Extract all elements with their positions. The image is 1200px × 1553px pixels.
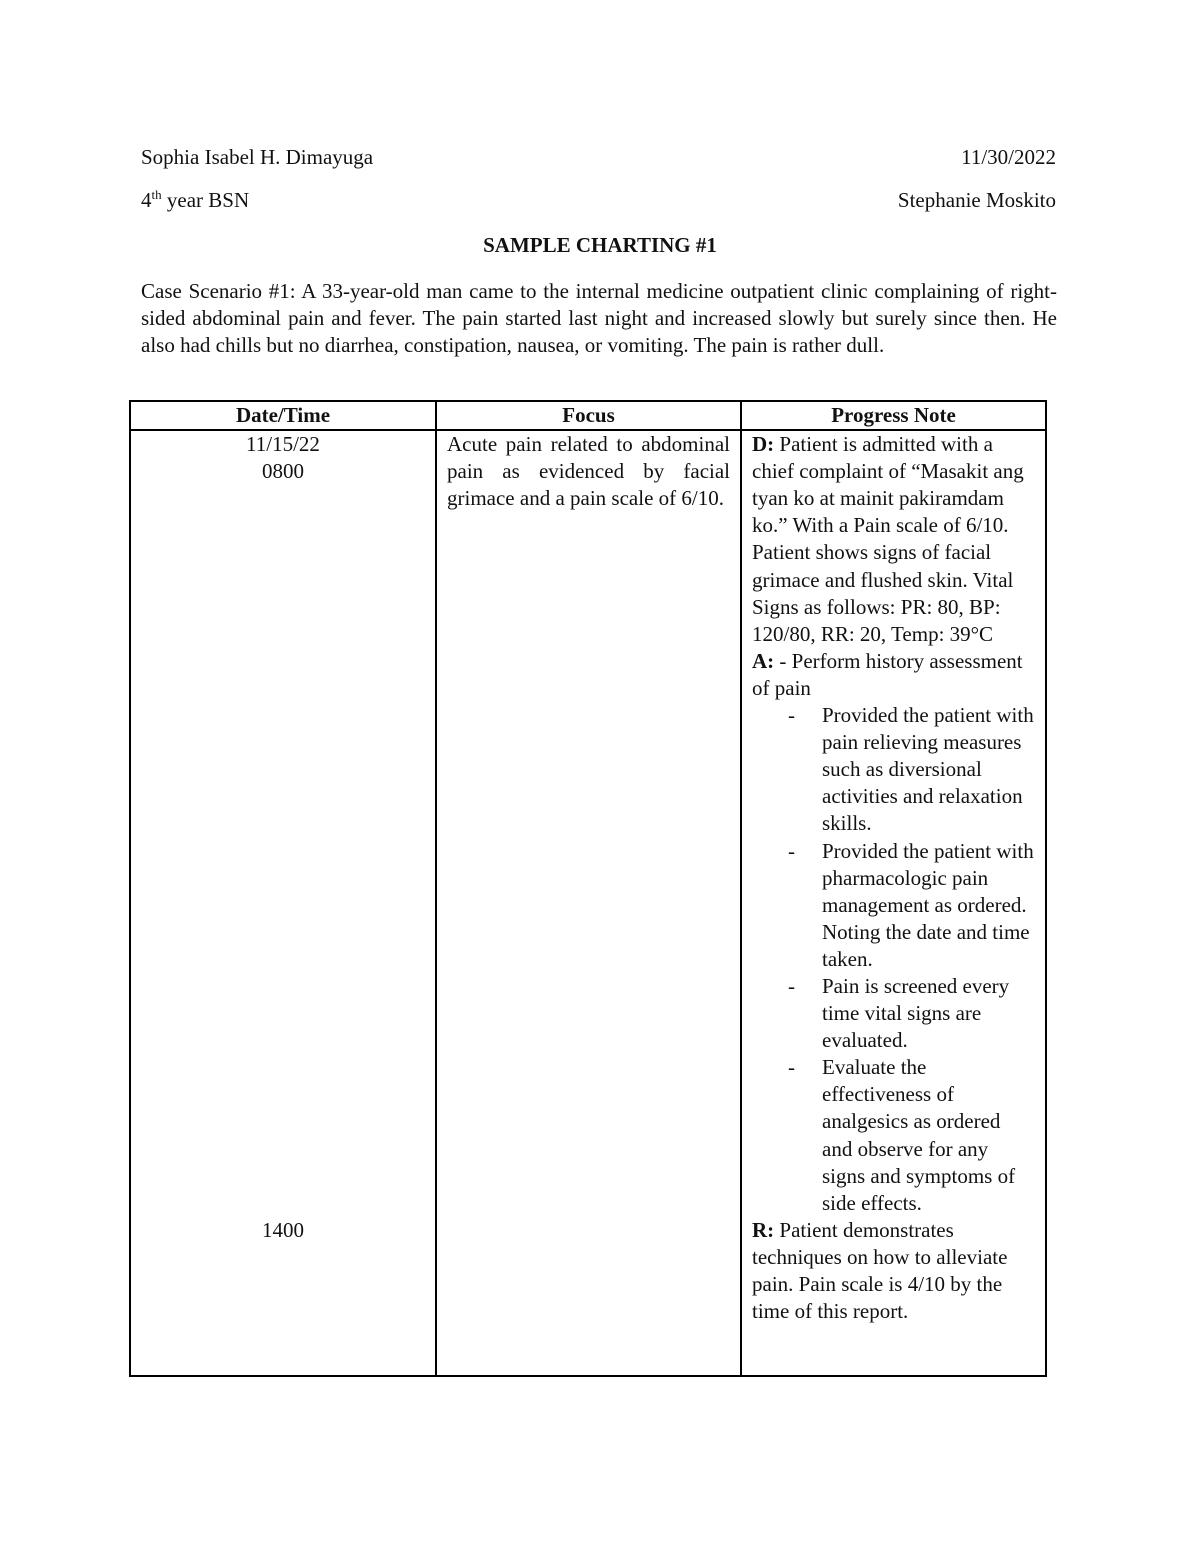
list-item: - Evaluate the effectiveness of analgesics as ordered and observe for any signs and symptoms of side effects. (752, 1054, 1035, 1217)
note-action (752, 648, 1035, 702)
charting-table (129, 400, 1047, 1377)
d-text: Patient is admitted with a chief complaint of “Masakit ang tyan ko at mainit pakiramdam ko.” With a Pain scale of 6/10. Patient shows signs of facial grimace and flushed skin. Vital Signs as follows: PR: 80, BP: 120/80, RR: 20, Temp: 39°C (752, 432, 1024, 646)
submission-date: 11/30/2022 (961, 145, 1056, 169)
date-time-cell (130, 430, 436, 1376)
entry-time-2: 1400 (262, 1218, 304, 1243)
table-row (130, 430, 1046, 1376)
program: year BSN (161, 188, 250, 212)
d-label: D: (752, 432, 775, 457)
header-date-time: Date/Time (130, 401, 436, 430)
progress-note-cell (741, 430, 1046, 1376)
student-name: Sophia Isabel H. Dimayuga (141, 145, 374, 169)
note-response (752, 1217, 1035, 1325)
year-level (141, 187, 249, 214)
r-label: R: (752, 1217, 775, 1242)
list-item: - Provided the patient with pharmacologic pain management as ordered. Noting the date and time taken. (752, 838, 1035, 973)
year-number: 4 (141, 188, 152, 212)
entry-date: 11/15/22 (246, 432, 320, 457)
focus-cell (436, 430, 741, 1376)
header-focus: Focus (436, 401, 741, 430)
r-text: Patient demonstrates techniques on how to alleviate pain. Pain scale is 4/10 by the time of this report. (752, 1217, 1008, 1324)
year-suffix: th (151, 187, 162, 202)
entry-time-1: 0800 (262, 459, 304, 484)
page-title: SAMPLE CHARTING #1 (483, 233, 717, 257)
a-label: A: (752, 648, 775, 673)
a-text: - Perform history assessment of pain (752, 648, 1023, 700)
header-progress-note: Progress Note (741, 401, 1046, 430)
table-header-row (130, 401, 1046, 430)
focus-text: Acute pain related to abdominal pain as evidenced by facial grimace and a pain scale of 6/10. (447, 432, 730, 511)
instructor-name: Stephanie Moskito (897, 188, 1056, 212)
case-scenario: Case Scenario #1: A 33-year-old man came to the internal medicine outpatient clinic complaining of right- sided abdominal pain and fever. The pain started last night and increased slowly but surely since then. He also had chills but no diarrhea, constipation, nausea, or vomiting. The pain is rather dull. (141, 279, 1057, 357)
list-item: - Pain is screened every time vital signs are evaluated. (752, 973, 1035, 1054)
action-list (752, 702, 1035, 1217)
list-item: - Provided the patient with pain relieving measures such as diversional activities and relaxation skills. (752, 702, 1035, 837)
note-data (752, 431, 1035, 648)
